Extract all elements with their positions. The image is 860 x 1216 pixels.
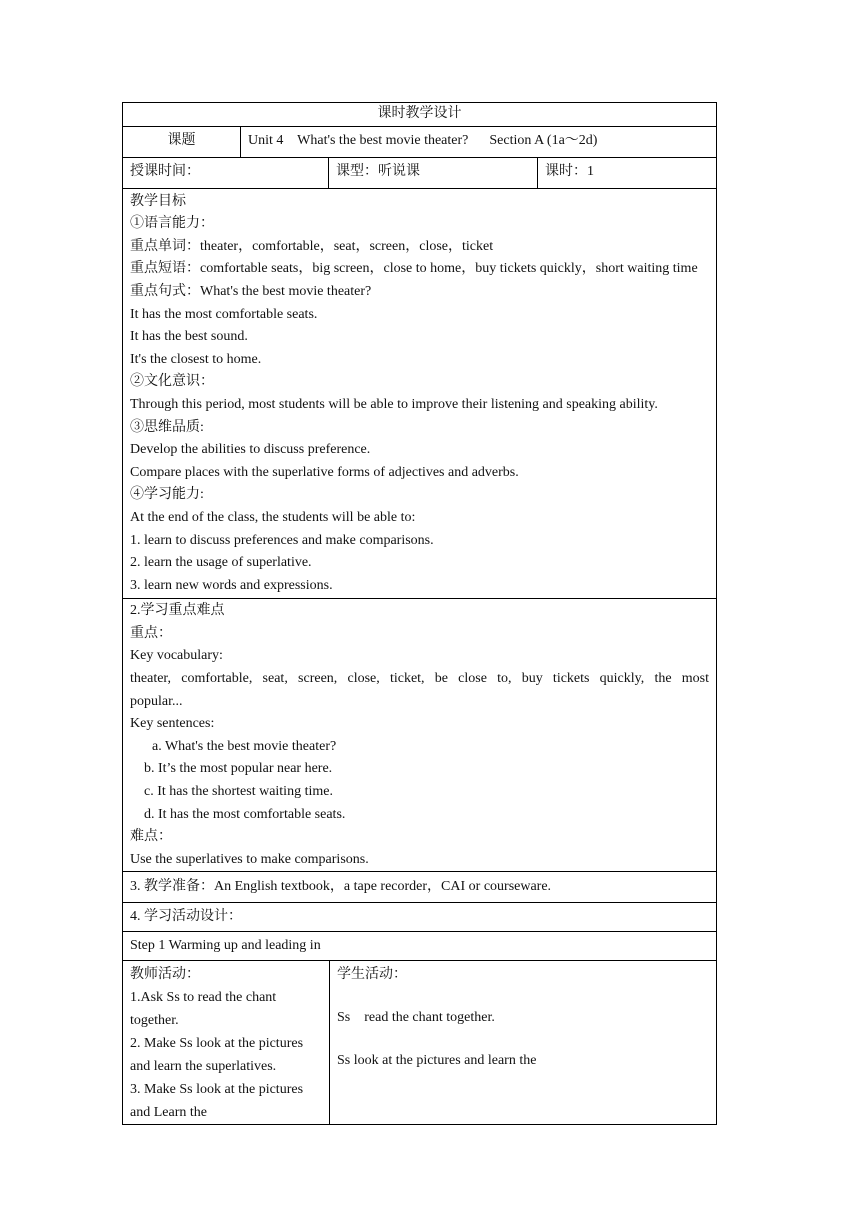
teaching-preparation: 3. 教学准备：An English textbook，a tape recorder，CAI or courseware. <box>123 872 717 903</box>
key-points-cell <box>123 599 717 872</box>
key-words: 重点单词：theater，comfortable，seat，screen，close，ticket <box>130 238 494 254</box>
key-vocabulary-heading: Key vocabulary: <box>130 648 223 664</box>
learning-intro: At the end of the class, the students will be able to: <box>130 509 416 525</box>
student-activities-heading: 学生活动： <box>337 967 407 983</box>
thinking-line: Compare places with the superlative forms of adjectives and adverbs. <box>130 464 519 480</box>
key-sentence-b: b. It’s the most popular near here. <box>144 761 333 777</box>
teacher-activity-item: 2. Make Ss look at the pictures and learn the superlatives. <box>130 1036 304 1075</box>
step-1-heading: Step 1 Warming up and leading in <box>123 932 717 961</box>
lesson-period-label: 课时：1 <box>538 157 717 188</box>
difficult-label: 难点： <box>130 829 172 845</box>
lesson-time-label: 授课时间： <box>123 157 329 188</box>
teacher-activities-cell <box>123 961 330 1125</box>
teacher-activity-item: 3. Make Ss look at the pictures and Learn the <box>130 1082 304 1121</box>
difficult-text: Use the superlatives to make comparisons. <box>130 851 369 867</box>
culture-text: Through this period, most students will be able to improve their listening and speaking ability. <box>130 396 658 412</box>
lesson-type-label: 课型：听说课 <box>329 157 538 188</box>
lesson-plan-page <box>122 102 716 1125</box>
key-sentence: It has the most comfortable seats. <box>130 306 318 322</box>
key-sentence-d: d. It has the most comfortable seats. <box>144 806 346 822</box>
learning-line: 1. learn to discuss preferences and make comparisons. <box>130 532 434 548</box>
lesson-plan-table <box>122 102 717 1125</box>
key-sentence-c: c. It has the shortest waiting time. <box>144 784 333 800</box>
activities-heading: 4. 学习活动设计： <box>123 903 717 932</box>
key-phrases: 重点短语：comfortable seats，big screen，close to home，buy tickets quickly，short waiting time <box>130 261 698 277</box>
thinking-heading: ③思维品质: <box>130 419 204 435</box>
learning-heading: ④学习能力: <box>130 487 204 503</box>
key-sentence-a: a. What's the best movie theater? <box>152 738 337 754</box>
student-activities-cell <box>330 961 717 1125</box>
topic-label: 课题 <box>123 126 241 157</box>
thinking-line: Develop the abilities to discuss preference. <box>130 442 371 458</box>
document-title: 课时教学设计 <box>123 103 717 127</box>
student-activity-item: Ss look at the pictures and learn the <box>337 1053 537 1069</box>
learning-line: 2. learn the usage of superlative. <box>130 555 312 571</box>
teacher-activities-heading: 教师活动： <box>130 967 200 983</box>
key-vocabulary-text: theater, comfortable, seat, screen, close, ticket, be close to, buy tickets quickly, the most popular... <box>130 671 709 709</box>
key-sentence: It's the closest to home. <box>130 351 262 367</box>
topic-value: Unit 4 What's the best movie theater? Section A (1a～2d) <box>241 126 717 157</box>
key-sentence: It has the best sound. <box>130 329 248 345</box>
learning-line: 3. learn new words and expressions. <box>130 577 333 593</box>
key-sentences-heading: Key sentences: <box>130 716 215 732</box>
teacher-activity-item: 1.Ask Ss to read the chant together. <box>130 990 277 1029</box>
objectives-cell <box>123 188 717 599</box>
key-points-heading: 2.学习重点难点 <box>130 603 225 619</box>
student-activity-item: Ss read the chant together. <box>337 1010 495 1026</box>
objectives-heading: 教学目标 <box>130 193 186 209</box>
culture-heading: ②文化意识： <box>130 374 214 390</box>
language-ability-heading: ①语言能力： <box>130 216 214 232</box>
key-sentences-heading: 重点句式：What's the best movie theater? <box>130 283 372 299</box>
key-label: 重点： <box>130 625 172 641</box>
